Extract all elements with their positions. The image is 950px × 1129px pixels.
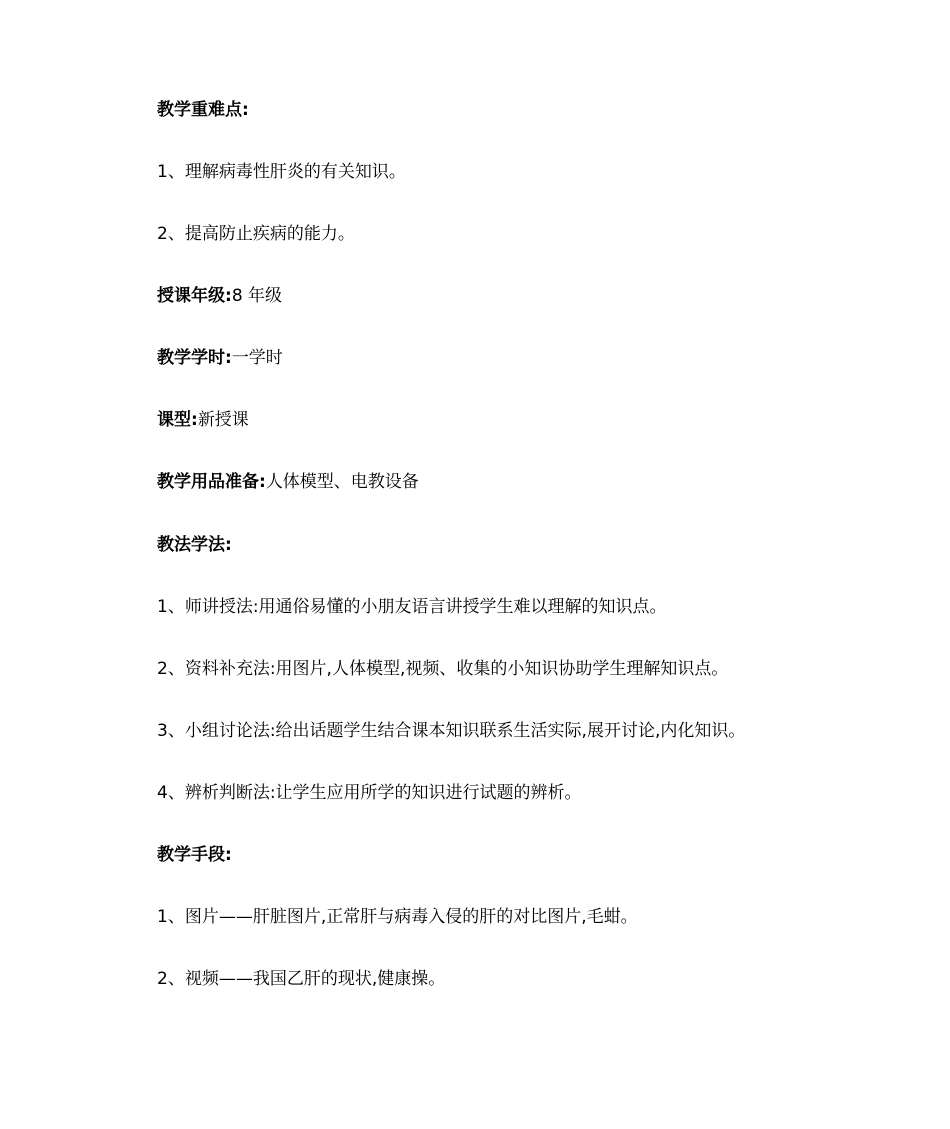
materials-row [157, 470, 419, 494]
method-item: 3、小组讨论法:给出话题学生结合课本知识联系生活实际,展开讨论,内化知识。 [157, 721, 746, 741]
lesson-type-label: 课型: [157, 410, 198, 430]
lesson-type-row [157, 408, 249, 432]
materials-label: 教学用品准备: [157, 472, 266, 492]
materials-value: 人体模型、电教设备 [265, 472, 419, 492]
methods-heading: 教法学法: [157, 535, 232, 555]
method-item: 4、辨析判断法:让学生应用所学的知识进行试题的辨析。 [157, 783, 582, 803]
method-item: 2、资料补充法:用图片,人体模型,视频、收集的小知识协助学生理解知识点。 [157, 659, 729, 679]
lesson-type-value: 新授课 [197, 410, 249, 430]
means-item: 2、视频——我国乙肝的现状,健康操。 [157, 969, 446, 989]
hours-label: 教学学时: [157, 348, 232, 368]
grade-row [157, 284, 282, 308]
means-item: 1、图片——肝脏图片,正常肝与病毒入侵的肝的对比图片,毛蚶。 [157, 907, 638, 927]
grade-label: 授课年级: [157, 286, 232, 306]
key-point-item: 2、提高防止疾病的能力。 [157, 224, 355, 244]
grade-value: 8 年级 [231, 286, 283, 306]
hours-value: 一学时 [231, 348, 283, 368]
key-points-heading: 教学重难点: [157, 100, 249, 120]
method-item: 1、师讲授法:用通俗易懂的小朋友语言讲授学生难以理解的知识点。 [157, 597, 667, 617]
means-heading: 教学手段: [157, 845, 232, 865]
key-point-item: 1、理解病毒性肝炎的有关知识。 [157, 162, 406, 182]
hours-row [157, 346, 283, 370]
